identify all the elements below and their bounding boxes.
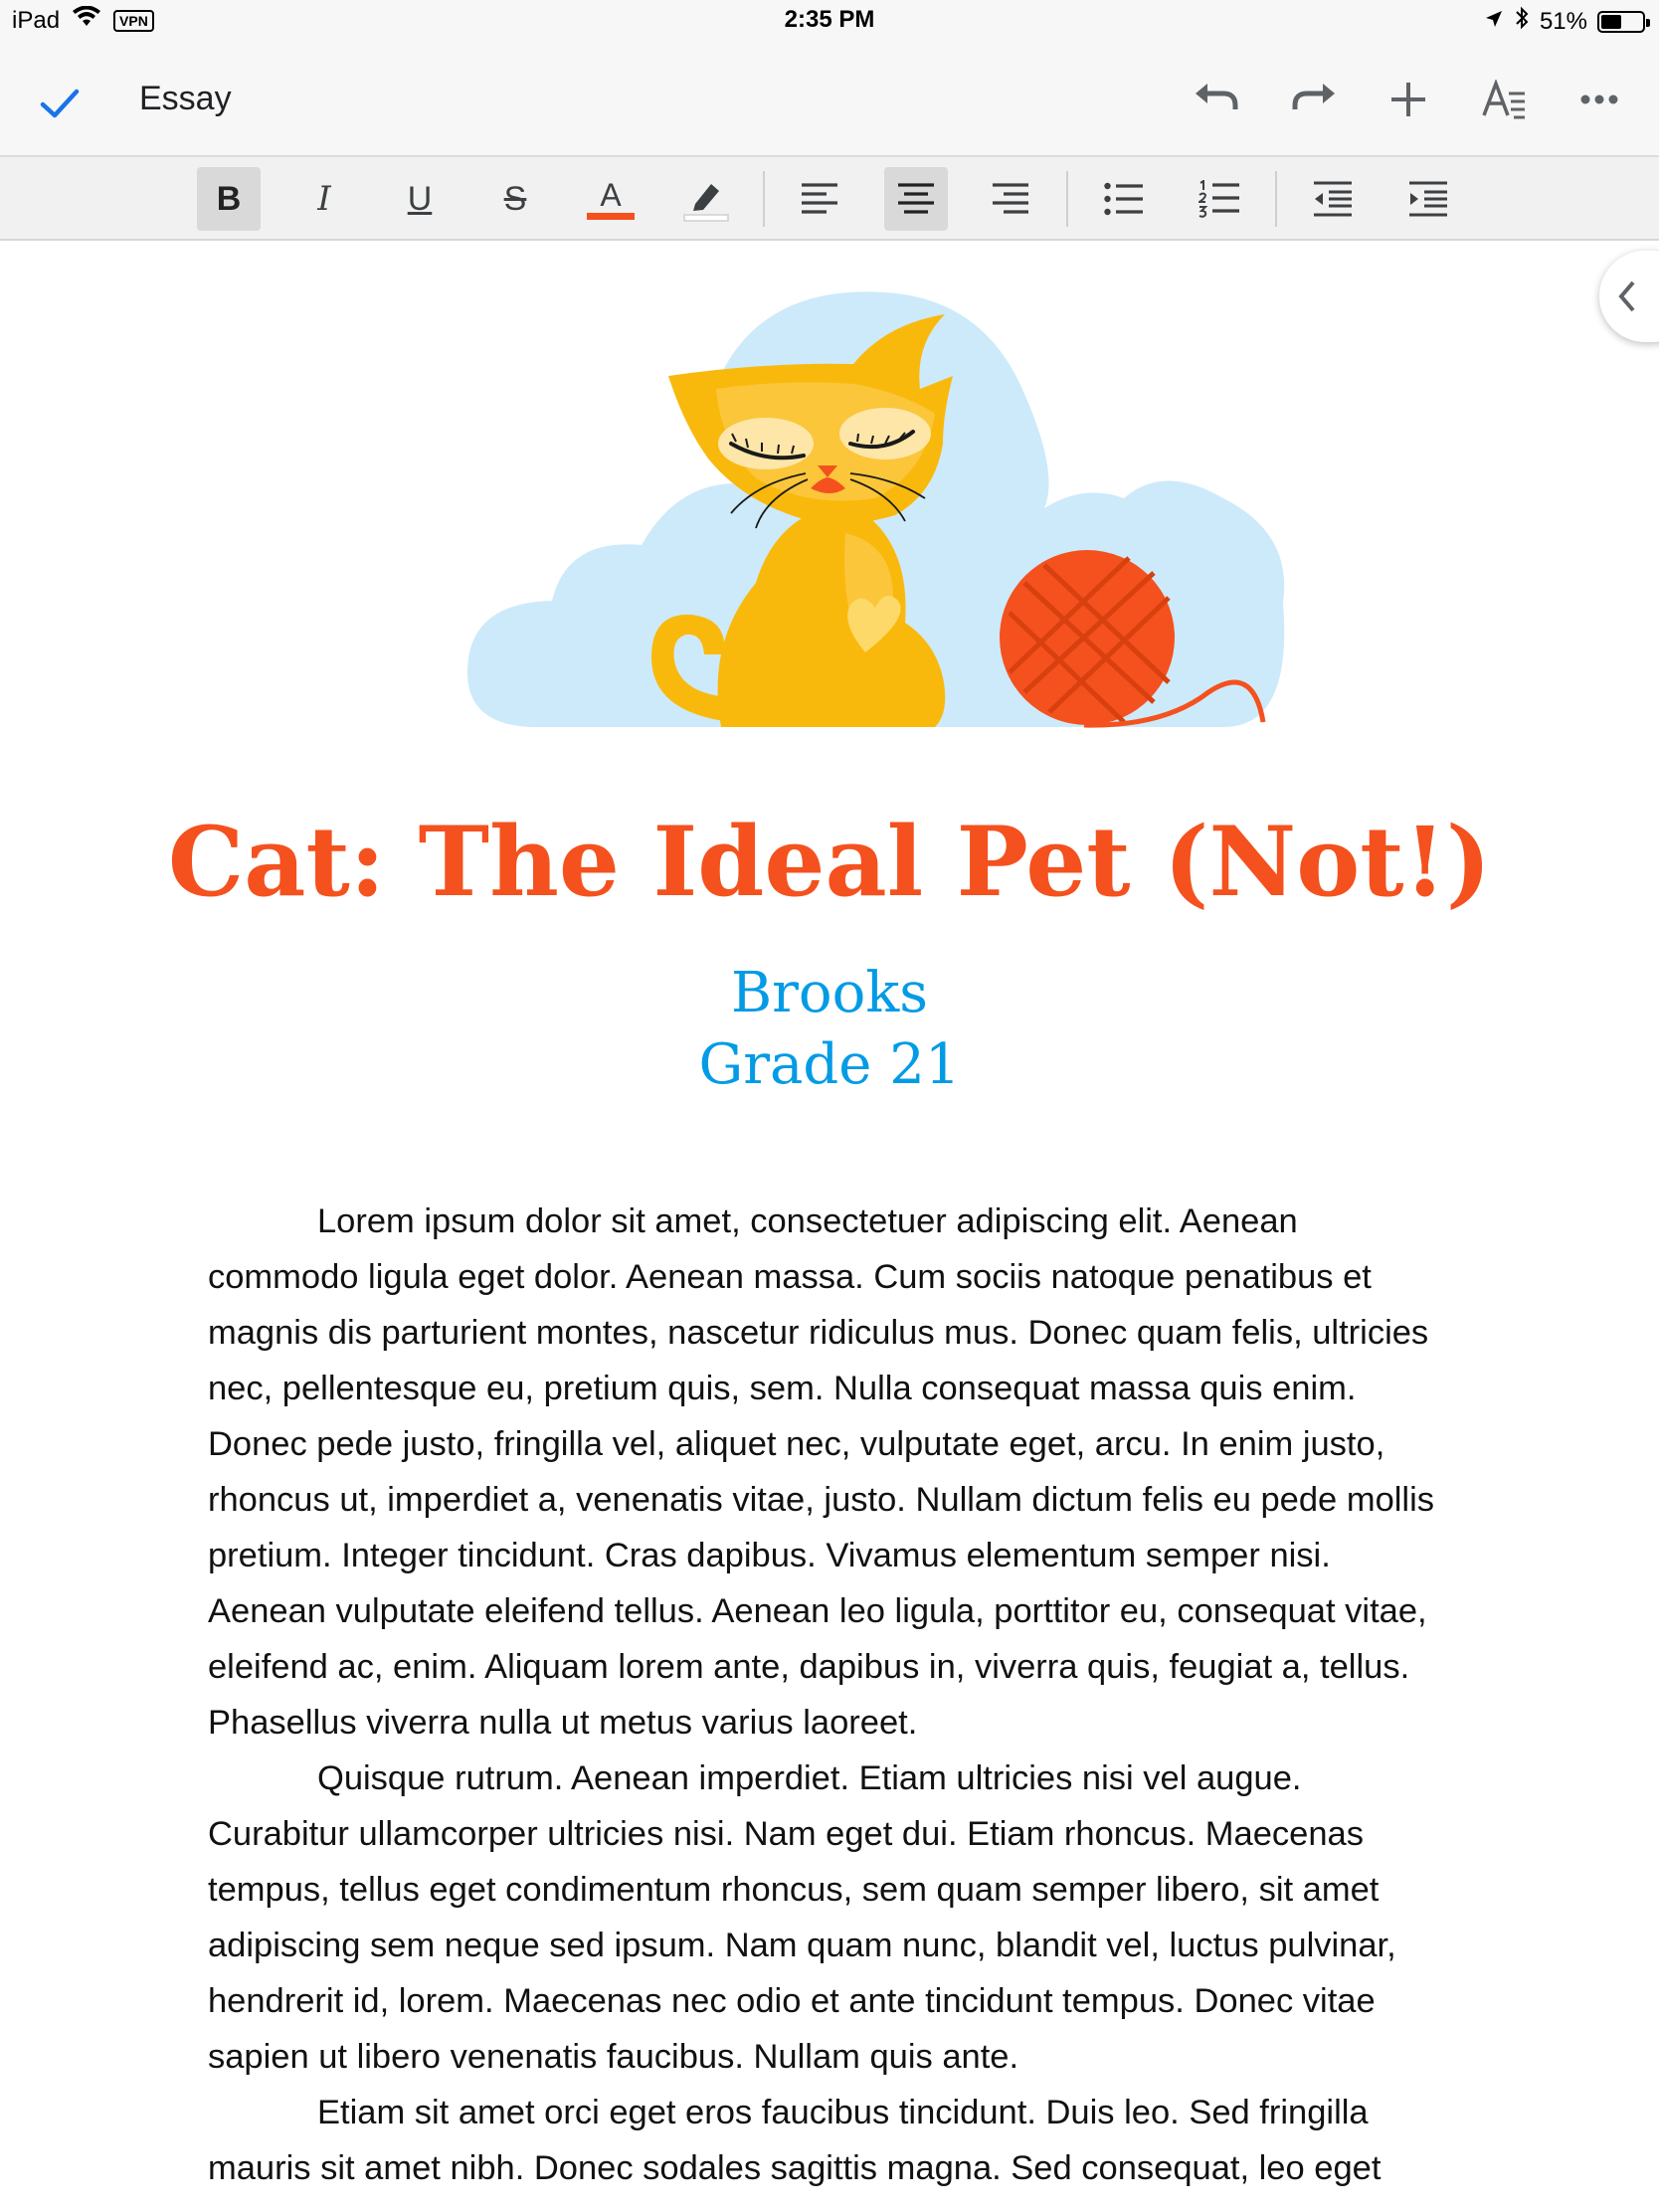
align-center-icon bbox=[897, 182, 935, 216]
strikethrough-button[interactable] bbox=[483, 167, 547, 231]
numbered-list-icon bbox=[1198, 180, 1240, 218]
insert-button[interactable] bbox=[1379, 70, 1438, 129]
bold-icon: B bbox=[216, 180, 242, 218]
bulleted-list-button[interactable] bbox=[1092, 167, 1156, 231]
paragraph: Lorem ipsum dolor sit amet, consectetuer adipiscing elit. Aenean commodo ligula eget dolor. Aenean massa. Cum sociis natoque penatibus et magnis dis parturient montes, nascetur ridiculus mus. Donec quam felis, ultricies nec, pellentesque eu, pretium quis, sem. Nulla consequat massa quis enim. Donec pede justo, fringilla vel, aliquet nec, vulputate eget, arcu. In enim justo, rhoncus ut, imperdiet a, venenatis vitae, justo. Nullam dictum felis eu pede mollis pretium. Integer tincidunt. Cras dapibus. Vivamus elementum semper nisi. Aenean vulputate eleifend tellus. Aenean leo ligula, porttitor eu, consequat vitae, eleifend ac, enim. Aliquam lorem ante, dapibus in, viverra quis, feugiat a, tellus. Phasellus viverra nulla ut metus varius laoreet. bbox=[208, 1202, 1435, 1742]
grade-line: Grade 21 bbox=[698, 1032, 961, 1097]
align-right-icon bbox=[992, 182, 1029, 216]
paragraph: Etiam sit amet orci eget eros faucibus tincidunt. Duis leo. Sed fringilla mauris sit amet nibh. Donec sodales sagittis magna. Sed consequat, leo eget bbox=[208, 2094, 1382, 2187]
text-format-button[interactable] bbox=[1474, 70, 1534, 129]
undo-button[interactable] bbox=[1188, 70, 1247, 129]
undo-icon bbox=[1194, 80, 1241, 119]
increase-indent-button[interactable] bbox=[1396, 167, 1460, 231]
location-icon bbox=[1484, 8, 1504, 36]
align-center-button[interactable] bbox=[884, 167, 948, 231]
device-label: iPad bbox=[12, 6, 61, 34]
vpn-badge: VPN bbox=[113, 10, 154, 32]
underline-button[interactable] bbox=[388, 167, 452, 231]
more-options-button[interactable] bbox=[1569, 70, 1629, 129]
battery-percent: 51% bbox=[1539, 7, 1587, 35]
toolbar-divider bbox=[763, 171, 765, 227]
strikethrough-icon: S bbox=[503, 180, 527, 218]
check-icon bbox=[38, 82, 82, 125]
status-bar bbox=[0, 0, 1659, 44]
text-color-button[interactable] bbox=[579, 167, 643, 231]
plus-icon bbox=[1388, 80, 1428, 119]
increase-indent-icon bbox=[1408, 181, 1448, 217]
document-name[interactable]: Essay bbox=[139, 80, 232, 117]
battery-level bbox=[1601, 15, 1621, 29]
redo-icon bbox=[1289, 80, 1337, 119]
bulleted-list-icon bbox=[1104, 182, 1144, 216]
italic-button[interactable] bbox=[292, 167, 356, 231]
battery-icon bbox=[1597, 11, 1645, 33]
more-icon bbox=[1579, 93, 1619, 105]
format-toolbar bbox=[0, 157, 1659, 241]
done-button[interactable] bbox=[38, 82, 82, 125]
align-left-icon bbox=[801, 182, 838, 216]
decrease-indent-button[interactable] bbox=[1301, 167, 1365, 231]
decrease-indent-icon bbox=[1313, 181, 1353, 217]
text-color-icon: A bbox=[600, 176, 622, 213]
highlight-color-button[interactable] bbox=[674, 167, 738, 231]
redo-button[interactable] bbox=[1283, 70, 1343, 129]
align-left-button[interactable] bbox=[788, 167, 851, 231]
app-header bbox=[0, 44, 1659, 157]
text-format-icon bbox=[1481, 80, 1527, 119]
text-color-swatch bbox=[587, 213, 635, 220]
essay-body[interactable] bbox=[208, 1194, 1451, 2196]
bold-button[interactable] bbox=[197, 167, 261, 231]
status-right bbox=[1484, 6, 1645, 37]
italic-icon: I bbox=[317, 179, 331, 219]
header-actions bbox=[1188, 70, 1629, 129]
underline-icon: U bbox=[407, 180, 433, 218]
battery-tip bbox=[1646, 19, 1650, 27]
chevron-icon bbox=[1613, 276, 1643, 316]
toolbar-divider bbox=[1066, 171, 1068, 227]
author-name: Brooks bbox=[730, 961, 929, 1025]
align-right-button[interactable] bbox=[979, 167, 1042, 231]
highlighter-icon bbox=[681, 174, 731, 224]
bluetooth-icon bbox=[1514, 6, 1530, 37]
document-page[interactable] bbox=[0, 241, 1659, 2212]
status-time: 2:35 PM bbox=[784, 6, 875, 33]
toolbar-divider bbox=[1275, 171, 1277, 227]
cat-illustration bbox=[467, 284, 1293, 732]
numbered-list-button[interactable] bbox=[1188, 167, 1251, 231]
essay-title: Cat: The Ideal Pet (Not!) bbox=[167, 806, 1492, 918]
paragraph: Quisque rutrum. Aenean imperdiet. Etiam ultricies nisi vel augue. Curabitur ullamcorper ultricies nisi. Nam eget dui. Etiam rhoncus. Maecenas tempus, tellus eget condimentum rhoncus, sem quam semper libero, sit amet adipiscing sem neque sed ipsum. Nam quam nunc, blandit vel, luctus pulvinar, hendrerit id, lorem. Maecenas nec odio et ante tincidunt tempus. Donec vitae sapien ut libero venenatis faucibus. Nullam quis ante. bbox=[208, 1759, 1396, 2076]
